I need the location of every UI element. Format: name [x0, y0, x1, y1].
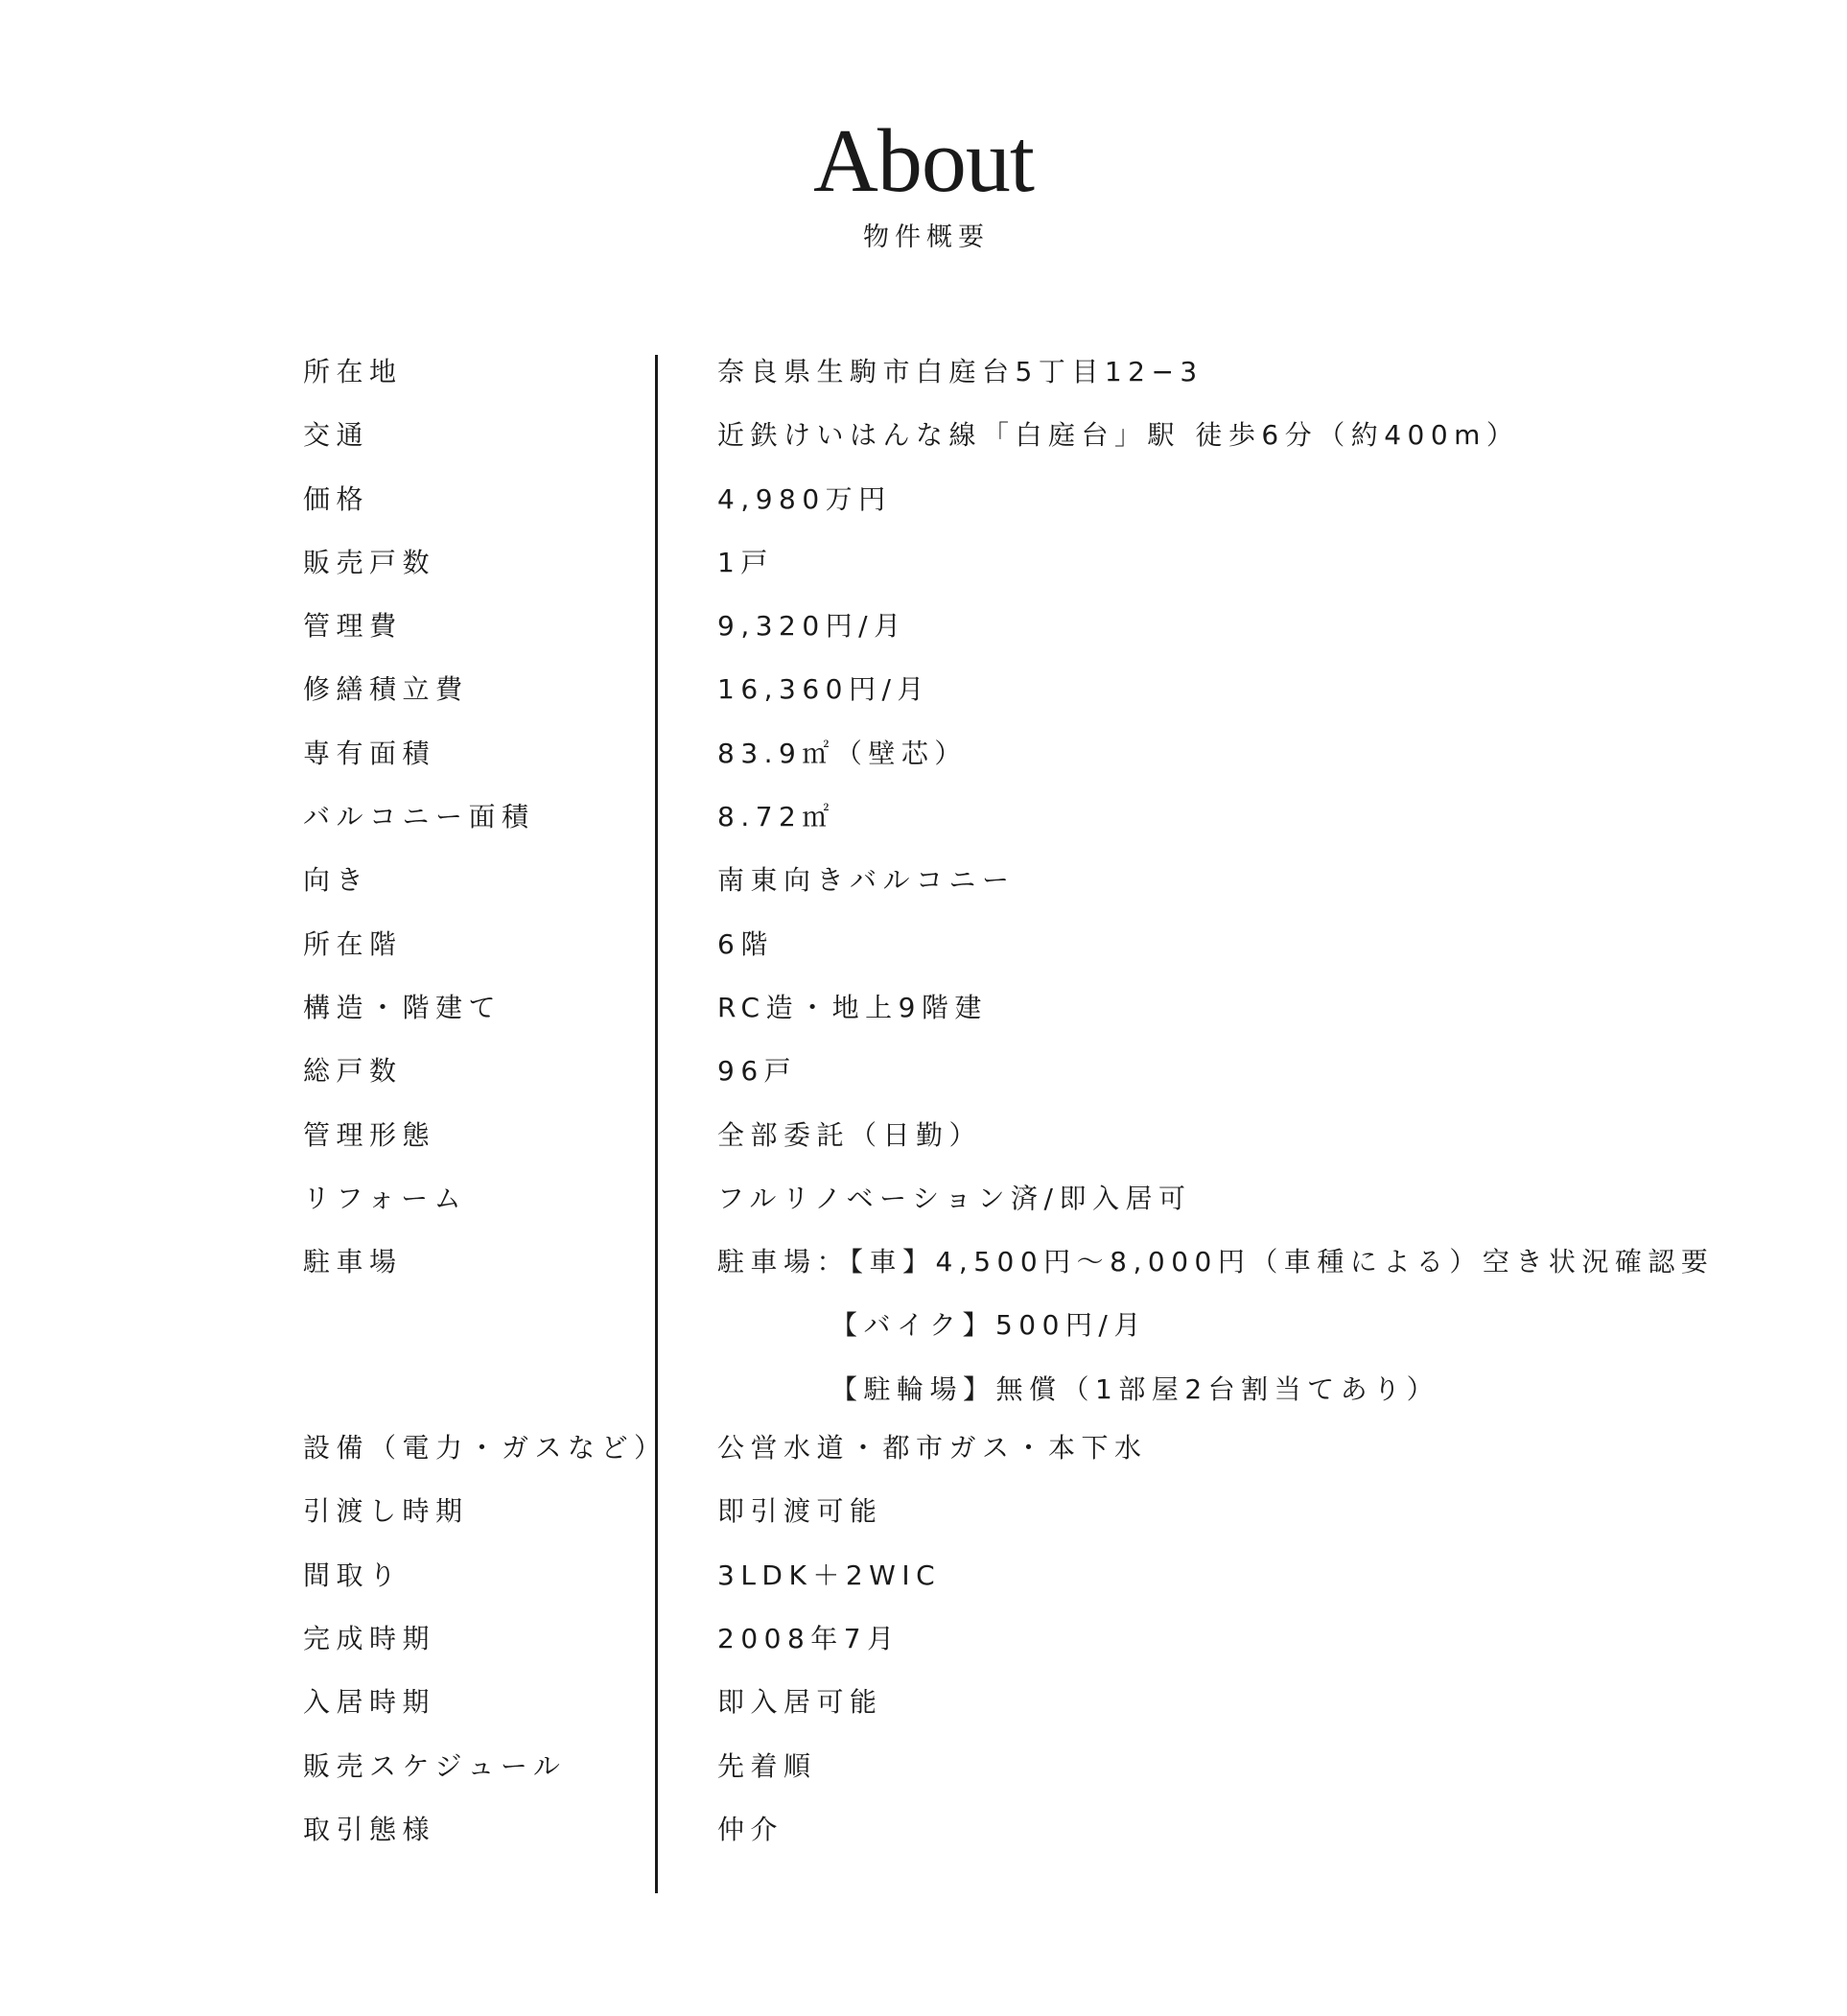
spec-value: [717, 849, 1684, 912]
spec-value: [717, 1544, 1684, 1607]
spec-label: 管理形態: [303, 1118, 436, 1151]
spec-label: 専有面積: [303, 737, 436, 769]
spec-row: [303, 345, 1684, 409]
spec-row: [303, 918, 1684, 981]
spec-label: 価格: [303, 482, 370, 515]
spec-row: [303, 1172, 1684, 1235]
spec-value: [717, 468, 1684, 531]
spec-value-line: 先着順: [717, 1749, 817, 1782]
spec-value: [717, 1798, 1684, 1862]
spec-row: [303, 1803, 1684, 1866]
spec-value-line: 83.9㎡（壁芯）: [717, 737, 968, 769]
spec-value-line: 南東向きバルコニー: [717, 864, 1016, 897]
spec-value-line: 16,360円/月: [717, 673, 930, 706]
page-title: About: [813, 111, 1034, 211]
spec-label: 交通: [303, 419, 370, 452]
spec-label: 駐車場: [303, 1246, 403, 1278]
spec-value-line: 【駐輪場】無償（1部屋2台割当てあり）: [830, 1372, 1440, 1405]
spec-value: [717, 722, 1684, 785]
spec-label: 管理費: [303, 610, 403, 643]
spec-row: [303, 599, 1684, 663]
spec-value: [717, 531, 1684, 595]
spec-value-line: 8.72㎡: [717, 801, 835, 833]
spec-label: 取引態様: [303, 1813, 436, 1845]
spec-row: [303, 1485, 1684, 1548]
spec-label: 所在地: [303, 356, 403, 387]
spec-label: リフォーム: [303, 1182, 468, 1214]
spec-value-line: 【バイク】500円/月: [830, 1309, 1147, 1342]
spec-value: [717, 913, 1684, 976]
spec-row: [303, 981, 1684, 1044]
spec-value: [717, 976, 1684, 1040]
spec-label: 入居時期: [303, 1686, 436, 1719]
spec-label: 引渡し時期: [303, 1495, 469, 1528]
spec-value: [717, 785, 1684, 849]
spec-row: [303, 1421, 1684, 1485]
spec-value-line: 6階: [717, 927, 774, 960]
spec-value-line: 奈良県生駒市白庭台5丁目12−3: [717, 356, 1204, 387]
spec-row: [303, 1549, 1684, 1612]
spec-row: [303, 854, 1684, 917]
spec-label: 完成時期: [303, 1622, 436, 1654]
spec-row: [303, 727, 1684, 790]
spec-value-line: 4,980万円: [717, 482, 892, 515]
spec-label: バルコニー面積: [303, 801, 535, 833]
spec-value: [717, 658, 1684, 721]
spec-row: [303, 1044, 1684, 1108]
spec-value-line: 全部委託（日勤）: [717, 1118, 983, 1151]
spec-value-line: 近鉄けいはんな線「白庭台」駅 徒歩6分（約400m）: [717, 419, 1520, 452]
spec-label: 所在階: [303, 927, 403, 960]
spec-value: [717, 1167, 1684, 1231]
spec-value-line: 2008年7月: [717, 1622, 900, 1654]
spec-label: 販売スケジュール: [303, 1749, 567, 1782]
spec-label: 総戸数: [303, 1055, 403, 1088]
spec-value-line: 3LDK＋2WIC: [717, 1559, 942, 1591]
spec-row: [303, 409, 1684, 472]
spec-value: [717, 1480, 1684, 1543]
spec-label: 修繕積立費: [303, 673, 469, 706]
spec-value: [717, 1040, 1684, 1103]
spec-row: [303, 663, 1684, 726]
spec-value: [717, 1231, 1714, 1421]
spec-value: [717, 340, 1684, 404]
spec-value: [717, 1607, 1684, 1671]
spec-row: [303, 1109, 1684, 1172]
spec-value: [717, 404, 1684, 467]
spec-row: [303, 1676, 1684, 1739]
spec-label: 間取り: [303, 1559, 403, 1591]
spec-value-line: 96戸: [717, 1055, 798, 1088]
spec-value-line: 仲介: [717, 1813, 784, 1845]
spec-value-line: 即入居可能: [717, 1686, 883, 1719]
spec-value-line: 公営水道・都市ガス・本下水: [717, 1432, 1148, 1465]
spec-row: [303, 1740, 1684, 1803]
spec-value-line: RC造・地上9階建: [717, 991, 988, 1023]
page-subtitle: 物件概要: [863, 223, 990, 252]
spec-row: [303, 473, 1684, 536]
spec-value-line: 1戸: [717, 546, 774, 578]
spec-value: [717, 1671, 1684, 1734]
spec-label: 設備（電力・ガスなど）: [303, 1432, 667, 1465]
spec-row: [303, 790, 1684, 854]
spec-value: [717, 1735, 1684, 1798]
spec-value-line: 9,320円/月: [717, 610, 907, 643]
spec-value-line: 駐車場：【車】4,500円〜8,000円（車種による）空き状況確認要: [717, 1246, 1715, 1278]
spec-label: 販売戸数: [303, 546, 436, 578]
spec-value: [717, 1417, 1684, 1480]
spec-row: [303, 536, 1684, 599]
spec-label: 構造・階建て: [303, 991, 503, 1023]
spec-table: [303, 345, 1715, 1866]
spec-value-line: 即引渡可能: [717, 1495, 883, 1528]
spec-label: 向き: [303, 864, 370, 897]
spec-row: [303, 1235, 1715, 1421]
spec-value: [717, 1104, 1684, 1167]
spec-row: [303, 1612, 1684, 1676]
spec-value-line: フルリノベーション済/即入居可: [717, 1182, 1192, 1214]
spec-value: [717, 595, 1684, 658]
page-header: [0, 113, 1847, 255]
